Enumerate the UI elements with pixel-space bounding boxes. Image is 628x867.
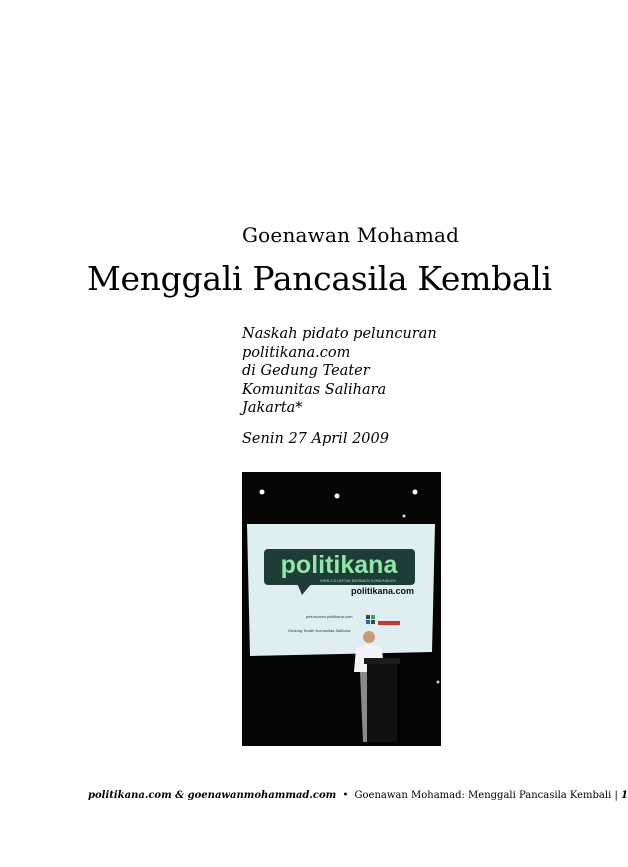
screen-tagline: WEB 2.0 UNTUK BERBAGI KOMUNIKASI [320, 578, 396, 583]
footer-doc-title: Goenawan Mohamad: Menggali Pancasila Kembali [354, 790, 612, 801]
speaker-head [363, 631, 375, 643]
stage-light [335, 494, 340, 499]
subtitle-line: politikana.com [242, 344, 351, 361]
screen-small-text: peluncuran politikana.com [306, 614, 353, 619]
author-name: Goenawan Mohamad [242, 223, 460, 247]
stage-light [413, 490, 418, 495]
stage-light [403, 515, 406, 518]
screen-logo-text: politikana [280, 551, 398, 579]
speech-date: Senin 27 April 2009 [242, 431, 389, 447]
screen-url: politikana.com [350, 586, 414, 596]
podium [367, 660, 397, 742]
event-photo [242, 472, 441, 746]
sponsor-logo [378, 621, 400, 625]
event-photo-illustration [242, 472, 441, 746]
subtitle-line: Komunitas Salihara [242, 381, 387, 398]
subtitle-line: di Gedung Teater [242, 363, 370, 379]
footer-separator: • [342, 790, 349, 801]
page-number: 1 [621, 790, 628, 801]
stage-light [260, 490, 265, 495]
page-footer [88, 790, 628, 801]
stage-light [437, 681, 440, 684]
document-title: Menggali Pancasila Kembali [87, 259, 552, 298]
footer-divider: | [614, 790, 618, 801]
speech-description [242, 325, 437, 418]
subtitle-line: Naskah pidato peluncuran [242, 326, 437, 342]
footer-sites: politikana.com & goenawanmohammad.com [88, 790, 337, 801]
subtitle-line: Jakarta* [242, 400, 303, 416]
screen-venue-text: Gedung Teater Komunitas Salihara [288, 628, 351, 633]
